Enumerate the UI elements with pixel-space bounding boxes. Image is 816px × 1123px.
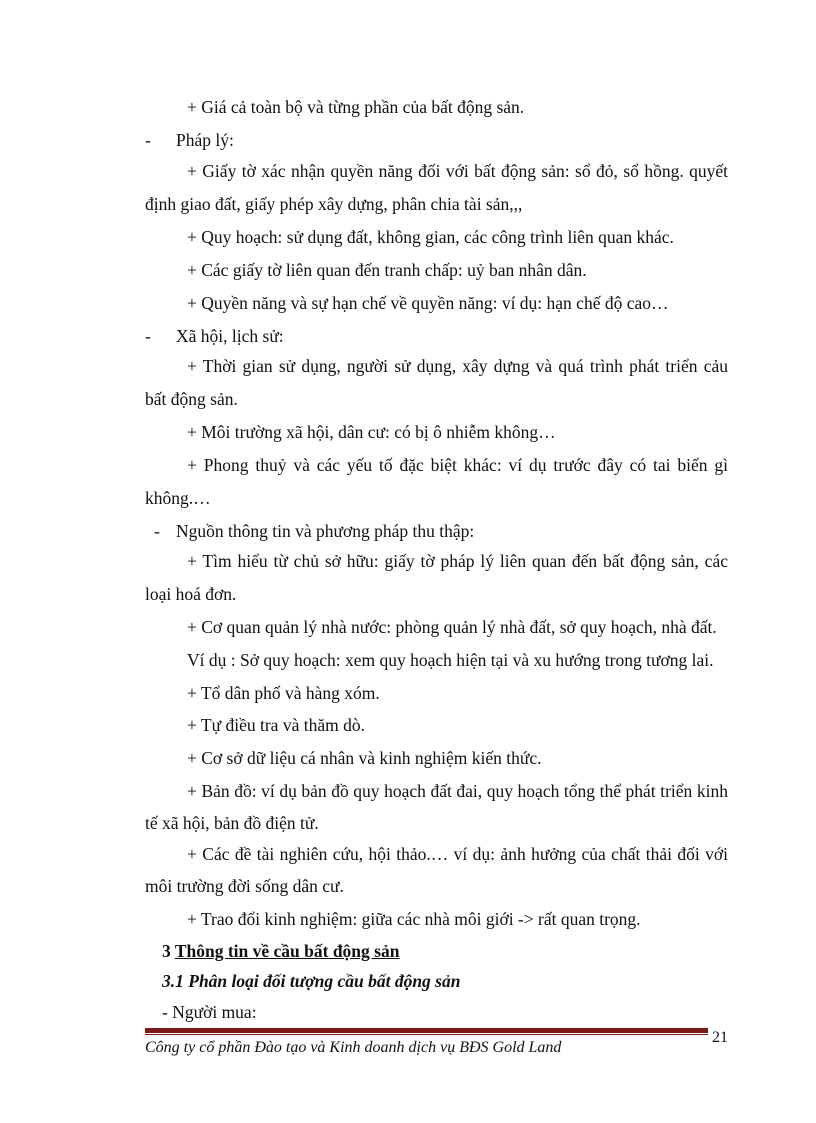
section-3-title: Thông tin về cầu bất động sản <box>174 941 400 961</box>
paragraph-de-tai-cont: môi trường đời sống dân cư. <box>145 876 344 896</box>
heading-phap-ly: Pháp lý: <box>176 130 234 150</box>
section-3-heading <box>162 940 399 962</box>
heading-xa-hoi: Xã hội, lịch sử: <box>176 326 284 346</box>
paragraph-de-tai: + Các đề tài nghiên cứu, hội thảo.… ví dụ: ảnh hưởng của chất thải đối với <box>187 844 728 864</box>
bullet-dash: - <box>145 130 151 150</box>
paragraph-chu-so-huu: + Tìm hiểu từ chủ sở hữu: giấy tờ pháp lý liên quan đến bất động sản, các <box>187 551 728 571</box>
heading-nguon-tin: Nguồn thông tin và phương pháp thu thập: <box>176 521 475 541</box>
paragraph-to-dan-pho: + Tổ dân phố và hàng xóm. <box>187 683 380 703</box>
paragraph-thoi-gian: + Thời gian sử dụng, người sử dụng, xây dựng và quá trình phát triển cảu <box>187 356 728 376</box>
paragraph-moi-truong: + Môi trường xã hội, dân cư: có bị ô nhiễm không… <box>187 422 556 442</box>
paragraph-ban-do: + Bản đồ: ví dụ bản đồ quy hoạch đất đai, quy hoạch tổng thể phát triển kinh <box>187 781 728 801</box>
paragraph-chu-so-huu-cont: loại hoá đơn. <box>145 584 237 604</box>
paragraph-tu-dieu-tra: + Tự điều tra và thăm dò. <box>187 715 365 735</box>
section-3-number: 3 <box>162 941 171 961</box>
footer-rule-thin <box>145 1034 708 1035</box>
paragraph-vi-du: Ví dụ : Sở quy hoạch: xem quy hoạch hiện tại và xu hướng trong tương lai. <box>187 650 714 670</box>
page-number: 21 <box>712 1029 728 1046</box>
paragraph-phong-thuy-cont: không.… <box>145 488 211 508</box>
footer-rule <box>145 1028 708 1033</box>
paragraph-han-che: + Quyền năng và sự hạn chế về quyền năng: ví dụ: hạn chế độ cao… <box>187 293 669 313</box>
paragraph-thoi-gian-cont: bất động sản. <box>145 389 238 409</box>
paragraph-quy-hoach: + Quy hoạch: sử dụng đất, không gian, các công trình liên quan khác. <box>187 227 674 247</box>
bullet-dash: - <box>145 326 151 346</box>
paragraph-co-quan: + Cơ quan quản lý nhà nước: phòng quản lý nhà đất, sở quy hoạch, nhà đất. <box>187 617 717 637</box>
paragraph-phong-thuy: + Phong thuỷ và các yếu tố đặc biệt khác: ví dụ trước đây có tai biến gì <box>187 455 728 475</box>
paragraph-gia-ca: + Giá cả toàn bộ và từng phần của bất động sản. <box>187 97 525 117</box>
paragraph-giay-to: + Giấy tờ xác nhận quyền năng đối với bất động sản: sổ đỏ, sổ hồng. quyết <box>187 161 728 181</box>
paragraph-ban-do-cont: tế xã hội, bản đồ điện tử. <box>145 813 319 833</box>
paragraph-nguoi-mua: - Người mua: <box>162 1002 257 1022</box>
paragraph-tranh-chap: + Các giấy tờ liên quan đến tranh chấp: uỷ ban nhân dân. <box>187 260 587 280</box>
footer-company: Công ty cổ phần Đào tạo và Kinh doanh dịch vụ BĐS Gold Land <box>145 1039 562 1056</box>
paragraph-co-so-du-lieu: + Cơ sở dữ liệu cá nhân và kinh nghiệm kiến thức. <box>187 748 542 768</box>
paragraph-trao-doi: + Trao đổi kinh nghiệm: giữa các nhà môi giới -> rất quan trọng. <box>187 909 641 929</box>
section-3-1-heading: 3.1 Phân loại đối tượng cầu bất động sản <box>162 971 461 991</box>
bullet-dash: - <box>154 521 160 541</box>
paragraph-giay-to-cont: định giao đất, giấy phép xây dựng, phân chia tài sản,,, <box>145 194 523 214</box>
